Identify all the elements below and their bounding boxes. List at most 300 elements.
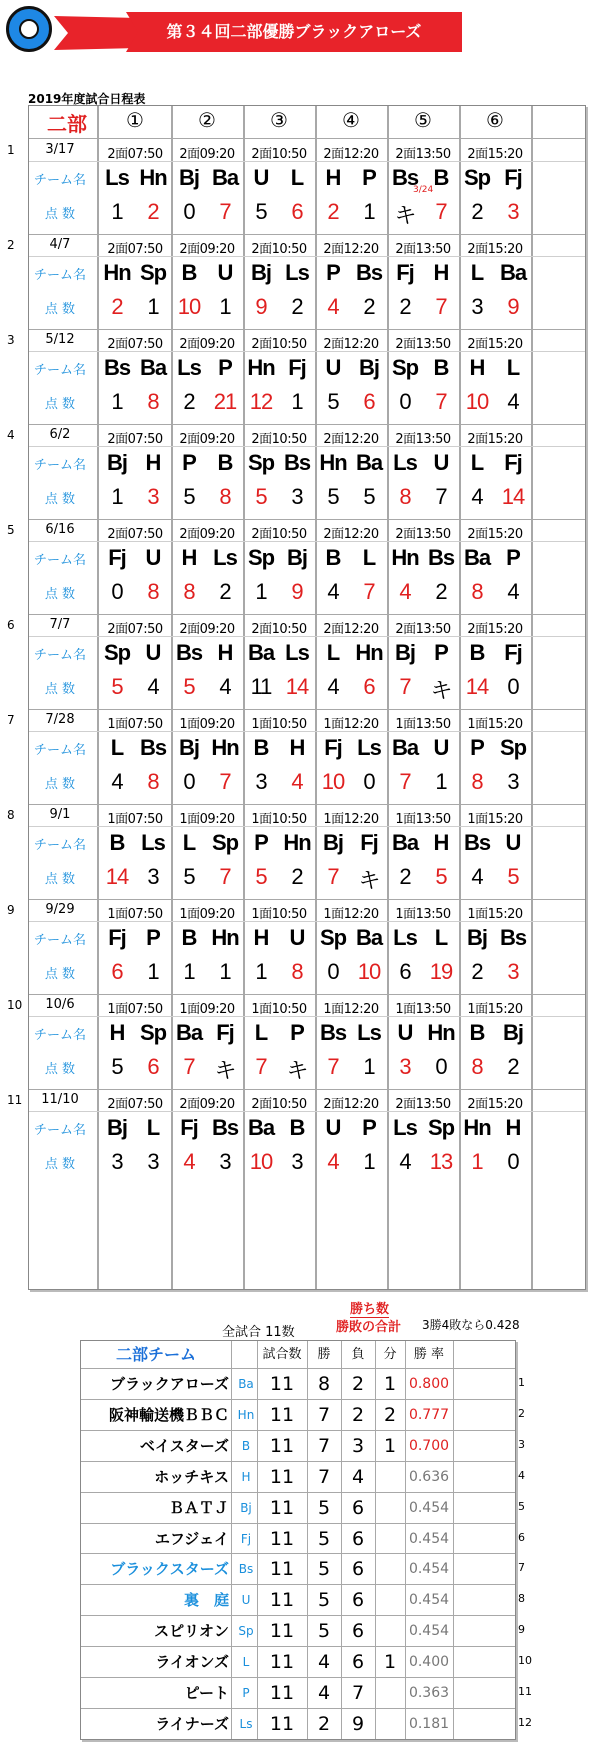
grid-round-line: [29, 234, 585, 235]
time-slot: 2面12:20: [323, 622, 379, 637]
standings-row: [81, 1431, 515, 1461]
away-score: 2: [291, 864, 303, 889]
away-team: P: [290, 1020, 304, 1045]
win-rate: 0.636: [408, 1468, 450, 1485]
time-slot: 2面09:20: [179, 337, 235, 352]
losses: 6: [351, 1620, 365, 1643]
home-score: 8: [183, 579, 195, 604]
standings-row: [81, 1616, 515, 1646]
home-score: 2: [471, 959, 483, 984]
away-team: Fj: [504, 640, 522, 665]
away-team: Sp: [139, 1020, 167, 1045]
round-number: 8: [7, 808, 15, 822]
draws: [375, 1462, 405, 1492]
team-name-label: チーム名: [33, 553, 86, 568]
score-label: 点 数: [44, 587, 76, 602]
away-score: 3: [147, 864, 159, 889]
rank-number: 6: [518, 1530, 525, 1544]
home-team: L: [254, 1020, 268, 1045]
standings-row: [81, 1462, 515, 1492]
time-slot: 2面10:50: [251, 1097, 307, 1112]
home-team: Sp: [247, 545, 275, 570]
rank-number: 11: [518, 1685, 532, 1698]
away-team: L: [362, 545, 376, 570]
home-team: Ls: [393, 450, 417, 475]
away-score: 14: [285, 674, 309, 699]
time-slot: 2面12:20: [323, 1097, 379, 1112]
away-score: 8: [147, 579, 159, 604]
round-number: 7: [7, 713, 15, 727]
away-score: 14: [501, 484, 525, 509]
games-played: 11: [269, 1373, 295, 1395]
win-rate: 0.181: [408, 1715, 450, 1732]
time-slot: 2面07:50: [107, 622, 163, 637]
away-score: 6: [147, 1054, 159, 1079]
wins: 5: [317, 1620, 331, 1643]
team-name-label: チーム名: [33, 933, 86, 948]
team-name-label: チーム名: [33, 363, 86, 378]
away-score: 1: [363, 1149, 375, 1174]
home-score: 2: [183, 389, 195, 414]
standings-row: [81, 1369, 515, 1399]
round-date: 9/29: [45, 902, 75, 917]
home-score: 1: [255, 959, 267, 984]
home-team: L: [110, 735, 124, 760]
round-date: 7/7: [49, 617, 71, 632]
round-date: 6/16: [45, 522, 75, 537]
team-abbr: B: [241, 1438, 251, 1453]
home-team: Ba: [175, 1020, 203, 1045]
games-played: 11: [269, 1403, 295, 1426]
home-team: Ls: [105, 165, 129, 190]
time-slot: 2面13:50: [395, 147, 451, 162]
away-team: B: [289, 1115, 305, 1140]
round-number: 11: [7, 1093, 23, 1107]
team-name-label: チーム名: [33, 743, 86, 758]
home-team: P: [182, 450, 196, 475]
away-team: Ls: [285, 260, 309, 285]
away-team: L: [290, 165, 304, 190]
time-slot: 2面15:20: [467, 242, 523, 257]
games-played: 11: [269, 1620, 295, 1643]
time-slot: 2面15:20: [467, 147, 523, 162]
away-team: L: [146, 1115, 160, 1140]
home-score: 4: [327, 294, 339, 319]
time-slot: 1面09:20: [179, 907, 235, 922]
away-score: 4: [291, 769, 303, 794]
time-slot: 1面07:50: [107, 717, 163, 732]
home-team: Sp: [319, 925, 347, 950]
away-score: 3: [147, 1149, 159, 1174]
home-score: 7: [255, 1054, 267, 1079]
away-score: 2: [363, 294, 375, 319]
team-abbr: Hn: [237, 1407, 255, 1422]
home-score: 2: [399, 294, 411, 319]
wins: 8: [317, 1373, 331, 1395]
team-name-label: チーム名: [33, 458, 86, 473]
home-score: 2: [471, 199, 483, 224]
away-team: Fj: [360, 830, 378, 855]
away-score: 3: [291, 1149, 303, 1174]
time-slot: 2面13:50: [395, 242, 451, 257]
draws: 1: [383, 1651, 397, 1674]
draws: 1: [383, 1434, 397, 1457]
standings-header: [231, 1341, 257, 1368]
win-rate: 0.700: [408, 1437, 450, 1454]
home-team: Sp: [391, 355, 419, 380]
rank-number: 1: [518, 1376, 525, 1389]
wins: 2: [317, 1712, 331, 1735]
time-slot: 1面12:20: [323, 907, 379, 922]
home-team: H: [469, 355, 485, 380]
away-score: 6: [291, 199, 303, 224]
standings-row: [81, 1678, 515, 1708]
draws: [375, 1524, 405, 1554]
time-slot: 2面15:20: [467, 1097, 523, 1112]
time-slot: 2面13:50: [395, 1097, 451, 1112]
home-team: H: [181, 545, 197, 570]
home-team: Ls: [177, 355, 201, 380]
away-team: L: [434, 925, 448, 950]
away-team: U: [145, 545, 161, 570]
team-abbr: P: [242, 1686, 250, 1700]
grid-round-line: [29, 994, 585, 995]
time-slot: 2面09:20: [179, 242, 235, 257]
away-team: Hn: [427, 1020, 455, 1045]
round-number: 2: [7, 238, 15, 252]
away-score: 3: [507, 769, 519, 794]
standings-header: 勝 率: [413, 1347, 445, 1362]
away-score: 0: [507, 1149, 519, 1174]
win-rate: 0.454: [408, 1530, 450, 1547]
away-team: H: [217, 640, 233, 665]
home-score: 1: [111, 199, 123, 224]
draws: 2: [383, 1403, 397, 1426]
team-name: ピート: [184, 1684, 229, 1702]
home-team: Ba: [247, 1115, 275, 1140]
home-score: 5: [111, 1054, 123, 1079]
away-score: 7: [219, 769, 231, 794]
time-slot: 1面12:20: [323, 717, 379, 732]
away-team: B: [217, 450, 233, 475]
losses: 6: [351, 1496, 365, 1519]
home-team: Fj: [396, 260, 414, 285]
home-team: Sp: [103, 640, 131, 665]
standings-table: [80, 1340, 516, 1740]
away-team: Fj: [504, 450, 522, 475]
time-slot: 1面07:50: [107, 812, 163, 827]
legend-sum: 勝敗の合計: [336, 1320, 402, 1335]
home-score: 1: [111, 484, 123, 509]
time-slot: 1面10:50: [251, 907, 307, 922]
score-label: 点 数: [44, 397, 76, 412]
home-team: Bs: [391, 165, 419, 190]
away-score: キ: [286, 1058, 308, 1083]
team-name-label: チーム名: [33, 648, 86, 663]
home-team: B: [469, 640, 485, 665]
column-header-3: ③: [270, 108, 288, 132]
games-played: 11: [269, 1712, 295, 1735]
standings-header: 負: [351, 1347, 365, 1362]
away-score: 10: [357, 959, 381, 984]
team-abbr: Sp: [238, 1624, 254, 1639]
standings-row: [81, 1585, 515, 1615]
home-score: 3: [111, 1149, 123, 1174]
wins: 4: [317, 1651, 331, 1674]
grid-header-line: [29, 138, 585, 139]
time-slot: 1面12:20: [323, 812, 379, 827]
grid-round-line: [29, 424, 585, 425]
home-score: 8: [471, 1054, 483, 1079]
time-slot: 2面10:50: [251, 147, 307, 162]
losses: 9: [351, 1712, 365, 1735]
losses: 2: [351, 1373, 365, 1395]
wins: 5: [317, 1589, 331, 1612]
home-score: 9: [255, 294, 267, 319]
wins: 5: [317, 1558, 331, 1581]
time-slot: 1面10:50: [251, 812, 307, 827]
away-team: Ls: [357, 735, 381, 760]
away-team: Bs: [283, 450, 311, 475]
away-score: 4: [219, 674, 231, 699]
home-score: 4: [399, 579, 411, 604]
team-abbr: Ls: [239, 1716, 253, 1731]
home-team: Sp: [247, 450, 275, 475]
home-score: 10: [249, 1149, 273, 1174]
rate-note: 3勝4敗なら0.428: [422, 1318, 520, 1332]
losses: 6: [351, 1651, 365, 1674]
home-score: 2: [399, 864, 411, 889]
legend-win-count: 勝ち数: [350, 1298, 389, 1318]
away-score: 5: [435, 864, 447, 889]
away-team: Fj: [504, 165, 522, 190]
away-score: 7: [219, 199, 231, 224]
round-number: 3: [7, 333, 15, 347]
away-score: 1: [363, 199, 375, 224]
home-score: 7: [399, 769, 411, 794]
away-score: 1: [147, 959, 159, 984]
home-team: Sp: [463, 165, 491, 190]
away-score: 13: [429, 1149, 453, 1174]
away-score: 0: [363, 769, 375, 794]
banner-title: 第３４回二部優勝ブラックアローズ: [166, 22, 422, 41]
away-team: P: [146, 925, 160, 950]
time-slot: 2面10:50: [251, 432, 307, 447]
away-score: 0: [507, 674, 519, 699]
home-team: Ba: [391, 735, 419, 760]
time-slot: 1面15:20: [467, 1002, 523, 1017]
games-played: 11: [269, 1465, 295, 1488]
logo-center: [19, 19, 39, 39]
home-team: Bj: [251, 260, 271, 285]
home-score: 0: [327, 959, 339, 984]
wins: 7: [317, 1434, 331, 1457]
home-team: B: [325, 545, 341, 570]
team-abbr: Ba: [238, 1377, 254, 1391]
away-team: Bs: [211, 1115, 239, 1140]
round-date: 5/12: [45, 332, 75, 347]
time-slot: 2面10:50: [251, 622, 307, 637]
home-score: 4: [327, 674, 339, 699]
home-team: P: [470, 735, 484, 760]
team-name: ホッチキス: [154, 1467, 229, 1486]
rank-number: 7: [518, 1561, 525, 1575]
score-label: 点 数: [44, 1157, 76, 1172]
win-rate: 0.777: [408, 1406, 450, 1423]
home-team: U: [397, 1020, 413, 1045]
home-score: 4: [399, 1149, 411, 1174]
away-team: Ls: [213, 545, 237, 570]
home-team: Bj: [179, 165, 199, 190]
away-score: 7: [363, 579, 375, 604]
home-team: U: [253, 165, 269, 190]
win-rate: 0.800: [408, 1376, 450, 1392]
away-team: H: [505, 1115, 521, 1140]
time-slot: 2面09:20: [179, 527, 235, 542]
home-team: Hn: [247, 355, 275, 380]
time-slot: 2面07:50: [107, 242, 163, 257]
away-team: Bs: [139, 735, 167, 760]
home-team: Ls: [393, 1115, 417, 1140]
home-score: 5: [255, 484, 267, 509]
away-team: Hn: [211, 735, 239, 760]
team-abbr: L: [242, 1655, 250, 1670]
away-team: U: [217, 260, 233, 285]
home-score: 10: [177, 294, 201, 319]
time-slot: 2面07:50: [107, 1097, 163, 1112]
round-date: 3/17: [45, 142, 75, 157]
time-slot: 2面12:20: [323, 147, 379, 162]
column-header-1: ①: [126, 108, 144, 132]
away-score: 7: [435, 484, 447, 509]
away-team: P: [434, 640, 448, 665]
away-team: P: [218, 355, 232, 380]
away-team: Ls: [285, 640, 309, 665]
away-team: H: [289, 735, 305, 760]
away-score: 2: [219, 579, 231, 604]
home-team: Bs: [103, 355, 131, 380]
wins: 4: [317, 1682, 331, 1704]
home-score: 5: [255, 199, 267, 224]
grid-round-line: [29, 1089, 585, 1090]
home-score: 10: [321, 769, 345, 794]
team-name-label: チーム名: [33, 1123, 86, 1138]
team-name: ＢＡＴＪ: [168, 1498, 229, 1517]
away-score: キ: [214, 1058, 236, 1083]
away-team: Bj: [287, 545, 307, 570]
away-score: 3: [507, 959, 519, 984]
home-team: Bj: [107, 450, 127, 475]
away-score: 8: [291, 959, 303, 984]
schedule-title: 2019年度試合日程表: [28, 92, 146, 106]
team-abbr: Bj: [240, 1500, 252, 1515]
home-score: 0: [183, 199, 195, 224]
home-team: H: [109, 1020, 125, 1045]
standings-row: [81, 1524, 515, 1554]
team-name: エフジェイ: [154, 1529, 229, 1548]
column-header-5: ⑤: [414, 108, 432, 132]
home-score: 8: [471, 579, 483, 604]
away-team: U: [433, 450, 449, 475]
home-score: 3: [399, 1054, 411, 1079]
wins: 5: [317, 1527, 331, 1550]
away-team: H: [433, 260, 449, 285]
round-number: 9: [7, 903, 15, 917]
draws: [375, 1678, 405, 1708]
team-name: ライオンズ: [155, 1653, 229, 1672]
away-score: 1: [435, 769, 447, 794]
team-name-label: チーム名: [33, 173, 86, 188]
standings-header: 勝: [317, 1347, 331, 1362]
away-team: Hn: [211, 925, 239, 950]
home-team: Hn: [463, 1115, 491, 1140]
away-score: 3: [219, 1149, 231, 1174]
round-number: 6: [7, 618, 15, 632]
home-score: 5: [255, 864, 267, 889]
column-header-4: ④: [342, 108, 360, 132]
away-score: 7: [435, 294, 447, 319]
time-slot: 2面12:20: [323, 527, 379, 542]
home-team: L: [470, 450, 484, 475]
home-team: L: [470, 260, 484, 285]
draws: 1: [383, 1373, 397, 1395]
home-team: Ls: [393, 925, 417, 950]
home-score: 4: [471, 484, 483, 509]
draws: [375, 1554, 405, 1584]
home-team: Hn: [391, 545, 419, 570]
home-score: 6: [399, 959, 411, 984]
team-name: ライナーズ: [155, 1714, 229, 1733]
score-label: 点 数: [44, 302, 76, 317]
round-date: 6/2: [49, 427, 71, 442]
home-team: Bs: [463, 830, 491, 855]
draws: [375, 1493, 405, 1523]
time-slot: 2面09:20: [179, 432, 235, 447]
losses: 6: [351, 1558, 365, 1581]
time-slot: 2面07:50: [107, 337, 163, 352]
draws: [375, 1616, 405, 1646]
time-slot: 2面09:20: [179, 622, 235, 637]
round-date: 9/1: [49, 807, 71, 822]
win-rate: 0.454: [408, 1561, 450, 1578]
score-label: 点 数: [44, 492, 76, 507]
away-team: Sp: [139, 260, 167, 285]
home-score: 4: [111, 769, 123, 794]
time-slot: 1面15:20: [467, 907, 523, 922]
home-score: 1: [471, 1149, 483, 1174]
home-team: Fj: [324, 735, 342, 760]
title-banner: [54, 12, 462, 52]
standings-row: [81, 1554, 515, 1584]
away-team: Sp: [427, 1115, 455, 1140]
away-team: U: [505, 830, 521, 855]
time-slot: 1面13:50: [395, 907, 451, 922]
games-played: 11: [269, 1434, 295, 1457]
away-team: Fj: [216, 1020, 234, 1045]
standings-team-header: 二部チーム: [115, 1345, 196, 1364]
draws: [375, 1709, 405, 1739]
away-score: 6: [363, 389, 375, 414]
away-score: 7: [435, 199, 447, 224]
home-team: Fj: [108, 925, 126, 950]
schedule-grid: [7, 105, 586, 1290]
home-team: L: [182, 830, 196, 855]
games-played: 11: [269, 1589, 295, 1612]
time-slot: 1面09:20: [179, 717, 235, 732]
team-name-label: チーム名: [33, 268, 86, 283]
win-rate: 0.454: [408, 1499, 450, 1516]
time-slot: 2面15:20: [467, 337, 523, 352]
